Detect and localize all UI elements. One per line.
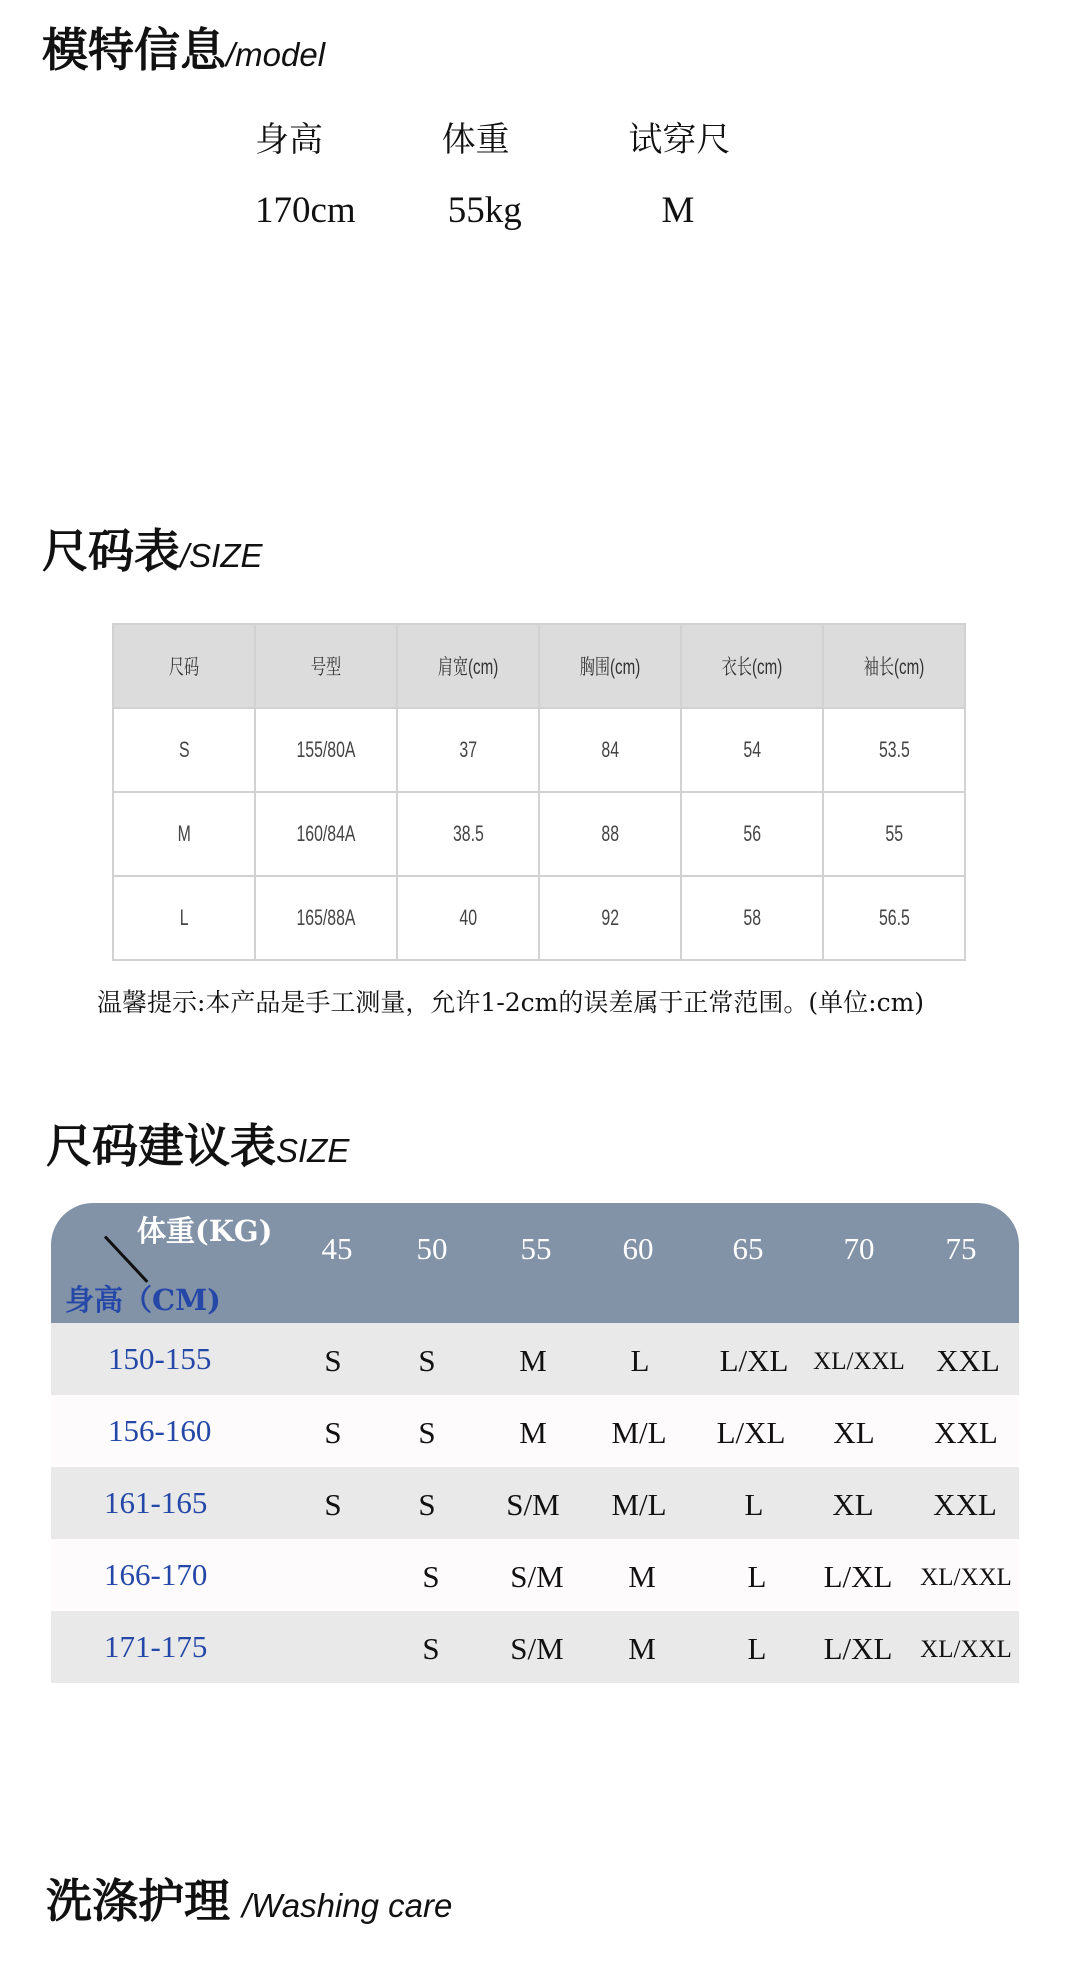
model-info-values xyxy=(255,189,815,232)
size-cell: L/XL xyxy=(719,1343,789,1378)
table-cell xyxy=(255,792,397,876)
cell-text: 56.5 xyxy=(878,905,910,930)
cell-text: 92 xyxy=(601,905,619,930)
size-cell: L xyxy=(747,1631,767,1666)
table-cell xyxy=(113,876,255,960)
weight-col-header: 50 xyxy=(416,1231,448,1266)
size-table-header-row xyxy=(113,624,965,708)
size-cell: XXL xyxy=(933,1487,997,1522)
table-cell xyxy=(255,708,397,792)
size-title-en: /SIZE xyxy=(180,537,263,574)
model-height-header: 身高 xyxy=(255,120,323,160)
cell-text: L xyxy=(179,905,189,930)
model-info-grid xyxy=(255,112,815,232)
size-cell: L xyxy=(630,1343,650,1378)
model-size-value: M xyxy=(661,190,695,231)
size-cell: L/XL xyxy=(823,1559,893,1594)
size-recommendation-table xyxy=(51,1203,1019,1683)
size-cell: M/L xyxy=(611,1487,667,1522)
care-title-zh: 洗涤护理 xyxy=(46,1874,230,1928)
height-range: 171-175 xyxy=(104,1629,208,1664)
size-cell: S xyxy=(418,1343,436,1378)
height-range: 150-155 xyxy=(108,1341,212,1376)
model-height-value: 170cm xyxy=(255,190,356,231)
size-cell: S xyxy=(418,1415,436,1450)
size-cell: S xyxy=(422,1559,440,1594)
size-table-header xyxy=(539,624,681,708)
rec-row-161-165 xyxy=(51,1467,1019,1539)
model-title-en: /model xyxy=(226,36,326,73)
model-info-headers xyxy=(255,112,815,161)
table-cell xyxy=(397,876,539,960)
chest-col-label: 胸围(cm) xyxy=(579,656,641,679)
size-cell: S xyxy=(324,1487,342,1522)
cell-text: 37 xyxy=(459,737,477,762)
size-cell: S/M xyxy=(510,1559,564,1594)
size-cell: S xyxy=(422,1631,440,1666)
rec-row-150-155 xyxy=(51,1323,1019,1395)
type-col-label: 号型 xyxy=(310,656,342,679)
cell-text: 56 xyxy=(743,821,761,846)
cell-text: 54 xyxy=(743,737,761,762)
size-cell: M xyxy=(519,1415,547,1450)
care-title-en: /Washing care xyxy=(242,1887,453,1924)
cell-text: 165/88A xyxy=(296,905,356,930)
cell-text: 88 xyxy=(601,821,619,846)
cell-text: 53.5 xyxy=(878,737,910,762)
sleeve-col-label: 袖长(cm) xyxy=(863,656,925,679)
weight-col-header: 75 xyxy=(945,1231,977,1266)
model-title-zh: 模特信息 xyxy=(42,23,226,77)
model-weight-header: 体重 xyxy=(441,120,510,160)
size-table-header xyxy=(681,624,823,708)
model-section-title xyxy=(42,14,325,80)
size-cell: XL/XXL xyxy=(920,1636,1012,1663)
rec-section-title xyxy=(46,1110,349,1176)
size-cell: M/L xyxy=(611,1415,667,1450)
height-range: 156-160 xyxy=(108,1413,212,1448)
length-col-label: 衣长(cm) xyxy=(721,656,783,679)
table-cell xyxy=(397,708,539,792)
size-cell: L/XL xyxy=(716,1415,786,1450)
table-cell xyxy=(681,876,823,960)
size-cell: L/XL xyxy=(823,1631,893,1666)
table-row xyxy=(113,876,965,960)
cell-text: 40 xyxy=(459,905,477,930)
table-cell xyxy=(539,708,681,792)
size-cell: L xyxy=(747,1559,767,1594)
size-cell: S xyxy=(418,1487,436,1522)
size-cell: XL xyxy=(832,1487,874,1522)
size-cell: XL/XXL xyxy=(813,1348,905,1375)
cell-text: 160/84A xyxy=(296,821,356,846)
weight-col-header: 70 xyxy=(843,1231,875,1266)
size-cell: XL xyxy=(833,1415,875,1450)
table-cell xyxy=(681,792,823,876)
weight-col-header: 60 xyxy=(622,1231,654,1266)
table-cell xyxy=(255,876,397,960)
cell-text: S xyxy=(178,737,190,762)
height-axis-label: 身高（CM) xyxy=(65,1283,221,1317)
table-cell xyxy=(539,876,681,960)
care-section-title xyxy=(46,1865,452,1931)
cell-text: 84 xyxy=(601,737,619,762)
cell-text: M xyxy=(177,821,191,846)
table-row xyxy=(113,708,965,792)
table-cell xyxy=(823,792,965,876)
size-section-title xyxy=(42,515,263,581)
height-range: 161-165 xyxy=(104,1485,208,1520)
size-table-header xyxy=(823,624,965,708)
size-cell: S xyxy=(324,1343,342,1378)
table-row xyxy=(113,792,965,876)
rec-row-156-160 xyxy=(51,1395,1019,1467)
rec-row-171-175 xyxy=(51,1611,1019,1683)
size-cell: M xyxy=(628,1559,656,1594)
weight-col-header: 65 xyxy=(732,1231,764,1266)
size-table-header xyxy=(255,624,397,708)
size-cell: S/M xyxy=(510,1631,564,1666)
size-cell: L xyxy=(744,1487,764,1522)
size-table xyxy=(112,623,966,961)
weight-col-header: 55 xyxy=(520,1231,552,1266)
rec-row-166-170 xyxy=(51,1539,1019,1611)
weight-axis-label: 体重(KG) xyxy=(137,1214,273,1248)
rec-title-zh: 尺码建议表 xyxy=(46,1119,276,1173)
weight-col-header: 45 xyxy=(321,1231,353,1266)
model-weight-value: 55kg xyxy=(447,190,522,231)
size-cell: XXL xyxy=(934,1415,998,1450)
table-cell xyxy=(397,792,539,876)
table-cell xyxy=(113,708,255,792)
cell-text: 38.5 xyxy=(452,821,484,846)
cell-text: 58 xyxy=(743,905,761,930)
rec-title-en: SIZE xyxy=(276,1132,350,1169)
table-cell xyxy=(113,792,255,876)
model-size-header: 试穿尺 xyxy=(628,120,731,160)
size-title-zh: 尺码表 xyxy=(42,524,180,578)
size-table-header xyxy=(113,624,255,708)
size-cell: XXL xyxy=(936,1343,1000,1378)
height-range: 166-170 xyxy=(104,1557,208,1592)
rec-table-header xyxy=(51,1203,1019,1323)
cell-text: 55 xyxy=(885,821,903,846)
size-cell: M xyxy=(628,1631,656,1666)
size-table-header xyxy=(397,624,539,708)
size-cell: S xyxy=(324,1415,342,1450)
table-cell xyxy=(539,792,681,876)
size-cell: XL/XXL xyxy=(920,1564,1012,1591)
cell-text: 155/80A xyxy=(296,737,356,762)
size-cell: M xyxy=(519,1343,547,1378)
shoulder-col-label: 肩宽(cm) xyxy=(437,656,499,679)
table-cell xyxy=(681,708,823,792)
table-cell xyxy=(823,708,965,792)
measurement-note: 温馨提示:本产品是手工测量，允许1-2cm的误差属于正常范围。(单位:cm) xyxy=(97,988,925,1017)
size-col-label: 尺码 xyxy=(168,656,200,679)
size-cell: S/M xyxy=(506,1487,560,1522)
table-cell xyxy=(823,876,965,960)
